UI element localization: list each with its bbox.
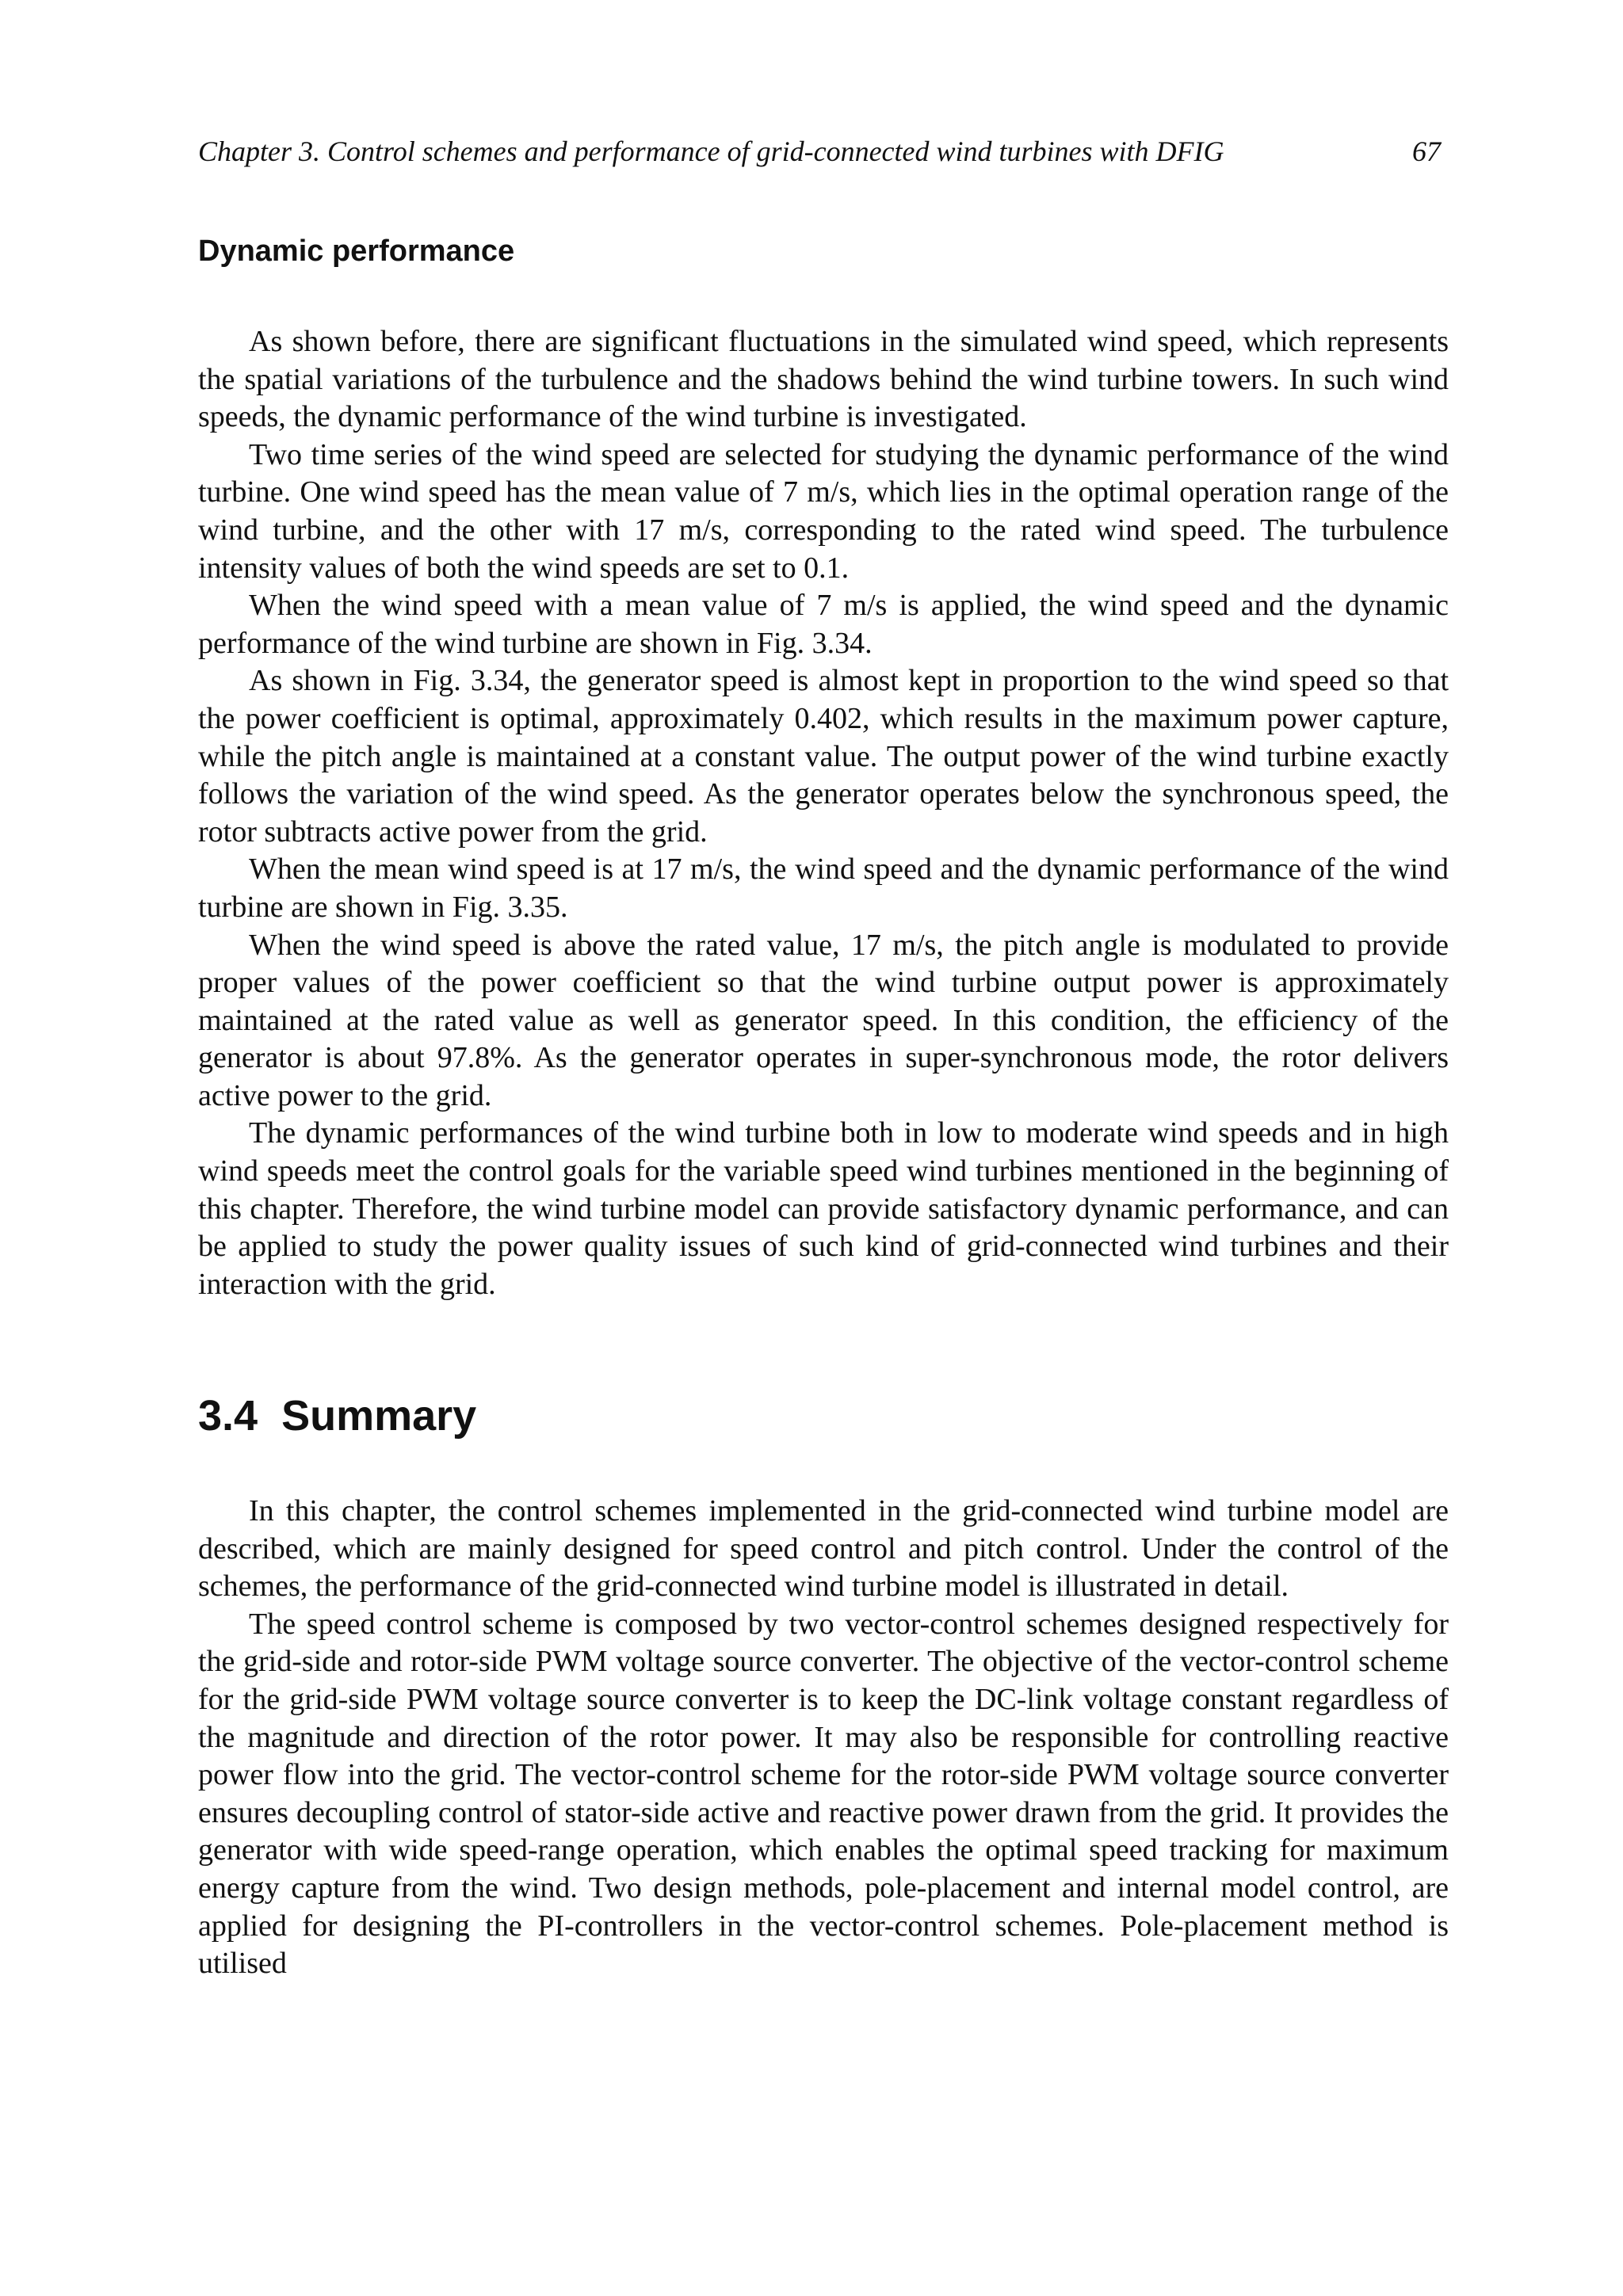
paragraph: When the wind speed is above the rated value, 17 m/s, the pitch angle is modulated to provide proper values of the power coefficient so that the wind turbine output power is approximately maintained at the rated value as well as generator speed. In this condition, the efficiency of the generator is about 97.8%. As the generator operates in super-synchronous mode, the rotor delivers active power to the grid. bbox=[198, 928, 1449, 1112]
paragraph: When the wind speed with a mean value of 7 m/s is applied, the wind speed and the dynamic performance of the wind turbine are shown in Fig. 3.34. bbox=[198, 589, 1449, 660]
section-title: Summary bbox=[281, 1392, 477, 1440]
page-number: 67 bbox=[1412, 135, 1441, 167]
subsection-heading-dynamic-performance: Dynamic performance bbox=[198, 235, 515, 268]
paragraph: The dynamic performances of the wind turbine both in low to moderate wind speeds and in high wind speeds meet the control goals for the variable speed wind turbines mentioned in the beginning of this chapter. Therefore, the wind turbine model can provide satisfactory dynamic performance, and can be applied to study the power quality issues of such kind of grid-connected wind turbines and their interaction with the grid. bbox=[198, 1116, 1449, 1301]
paragraph: Two time series of the wind speed are selected for studying the dynamic performance of the wind turbine. One wind speed has the mean value of 7 m/s, which lies in the optimal operation range of the wind turbine, and the other with 17 m/s, corresponding to the rated wind speed. The turbulence intensity values of both the wind speeds are set to 0.1. bbox=[198, 437, 1449, 585]
dynamic-performance-body bbox=[198, 323, 1449, 1303]
paragraph: As shown in Fig. 3.34, the generator speed is almost kept in proportion to the wind speed so that the power coefficient is optimal, approximately 0.402, which results in the maximum power capture, while the pitch angle is maintained at a constant value. The output power of the wind turbine exactly follows the variation of the wind speed. As the generator operates below the synchronous speed, the rotor subtracts active power from the grid. bbox=[198, 664, 1449, 849]
summary-body bbox=[198, 1493, 1449, 1983]
paragraph: As shown before, there are significant fluctuations in the simulated wind speed, which represents the spatial variations of the turbulence and the shadows behind the wind turbine towers. In such wind speeds, the dynamic performance of the wind turbine is investigated. bbox=[198, 325, 1449, 434]
running-title: Chapter 3. Control schemes and performance of grid-connected wind turbines with DFIG bbox=[198, 135, 1224, 167]
paragraph: The speed control scheme is composed by two vector-control schemes designed respectively for the grid-side and rotor-side PWM voltage source converter. The objective of the vector-control scheme for the grid-side PWM voltage source converter is to keep the DC-link voltage constant regardless of the magnitude and direction of the rotor power. It may also be responsible for controlling reactive power flow into the grid. The vector-control scheme for the rotor-side PWM voltage source converter ensures decoupling control of stator-side active and reactive power drawn from the grid. It provides the generator with wide speed-range operation, which enables the optimal speed tracking for maximum energy capture from the wind. Two design methods, pole-placement and internal model control, are applied for designing the PI-controllers in the vector-control schemes. Pole-placement method is utilised bbox=[198, 1607, 1449, 1981]
section-heading-summary bbox=[198, 1388, 476, 1444]
section-number: 3.4 bbox=[198, 1392, 258, 1440]
paragraph: When the mean wind speed is at 17 m/s, the wind speed and the dynamic performance of the wind turbine are shown in Fig. 3.35. bbox=[198, 852, 1449, 924]
paragraph: In this chapter, the control schemes implemented in the grid-connected wind turbine model are described, which are mainly designed for speed control and pitch control. Under the control of the schemes, the performance of the grid-connected wind turbine model is illustrated in detail. bbox=[198, 1494, 1449, 1604]
running-header bbox=[198, 132, 1449, 171]
